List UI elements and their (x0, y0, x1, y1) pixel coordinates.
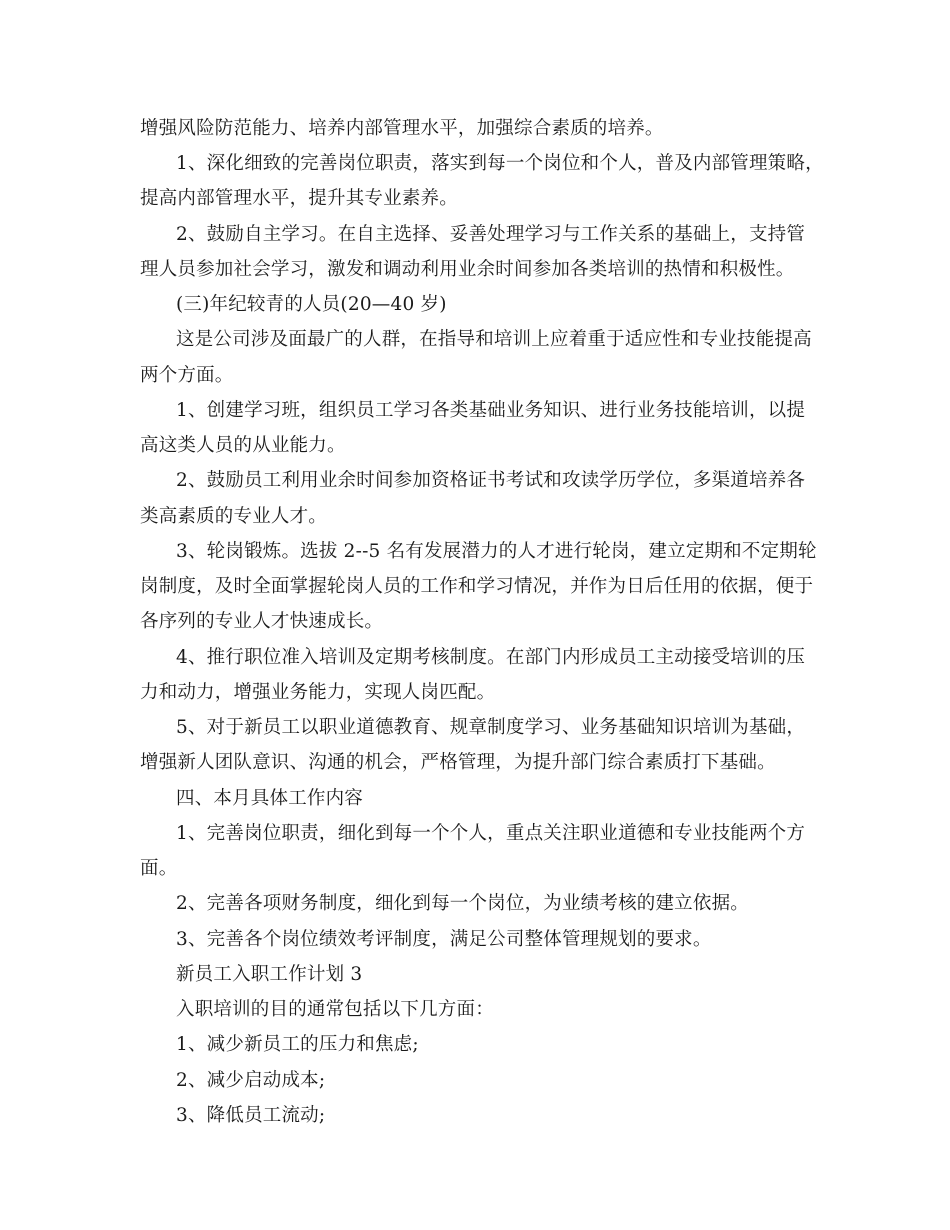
section-heading: 四、本月具体工作内容 (176, 788, 364, 809)
section-heading: (三)年纪较青的人员(20—40 岁) (176, 294, 447, 315)
paragraph-line: 两个方面。 (140, 365, 234, 386)
paragraph-line: 1、深化细致的完善岗位职责，落实到每一个岗位和个人，普及内部管理策略， (176, 153, 824, 174)
paragraph-line: 3、完善各个岗位绩效考评制度，满足公司整体管理规划的要求。 (176, 929, 712, 950)
paragraph-line: 增强新人团队意识、沟通的机会，严格管理，为提升部门综合素质打下基础。 (140, 752, 776, 773)
paragraph-line: 4、推行职位准入培训及定期考核制度。在部门内形成员工主动接受培训的压 (176, 647, 806, 668)
paragraph-line: 提高内部管理水平，提升其专业素养。 (140, 188, 458, 209)
paragraph-line: 类高素质的专业人才。 (140, 506, 328, 527)
paragraph-line: 入职培训的目的通常包括以下几方面： (176, 999, 494, 1020)
list-item: 1、减少新员工的压力和焦虑; (176, 1034, 419, 1055)
paragraph-line: 增强风险防范能力、培养内部管理水平，加强综合素质的培养。 (140, 118, 664, 139)
list-item: 3、降低员工流动; (176, 1105, 326, 1126)
paragraph-line: 2、完善各项财务制度，细化到每一个岗位，为业绩考核的建立依据。 (176, 893, 749, 914)
paragraph-line: 5、对于新员工以职业道德教育、规章制度学习、业务基础知识培训为基础， (176, 717, 806, 738)
paragraph-line: 各序列的专业人才快速成长。 (140, 611, 384, 632)
list-item: 2、减少启动成本; (176, 1070, 326, 1091)
paragraph-line: 岗制度，及时全面掌握轮岗人员的工作和学习情况，并作为日后任用的依据，便于 (140, 576, 814, 597)
paragraph-line: 力和动力，增强业务能力，实现人岗匹配。 (140, 682, 496, 703)
paragraph-line: 1、完善岗位职责，细化到每一个个人，重点关注职业道德和专业技能两个方 (176, 823, 806, 844)
paragraph-line: 理人员参加社会学习，激发和调动利用业余时间参加各类培训的热情和积极性。 (140, 259, 795, 280)
paragraph-line: 1、创建学习班，组织员工学习各类基础业务知识、进行业务技能培训，以提 (176, 400, 806, 421)
paragraph-line: 高这类人员的从业能力。 (140, 435, 346, 456)
paragraph-line: 这是公司涉及面最广的人群，在指导和培训上应着重于适应性和专业技能提高 (176, 329, 812, 350)
section-heading: 新员工入职工作计划 3 (176, 964, 363, 985)
paragraph-line: 面。 (140, 858, 178, 879)
paragraph-line: 2、鼓励员工利用业余时间参加资格证书考试和攻读学历学位，多渠道培养各 (176, 470, 806, 491)
paragraph-line: 3、轮岗锻炼。选拔 2--5 名有发展潜力的人才进行轮岗，建立定期和不定期轮 (176, 541, 817, 562)
paragraph-line: 2、鼓励自主学习。在自主选择、妥善处理学习与工作关系的基础上，支持管 (176, 224, 806, 245)
